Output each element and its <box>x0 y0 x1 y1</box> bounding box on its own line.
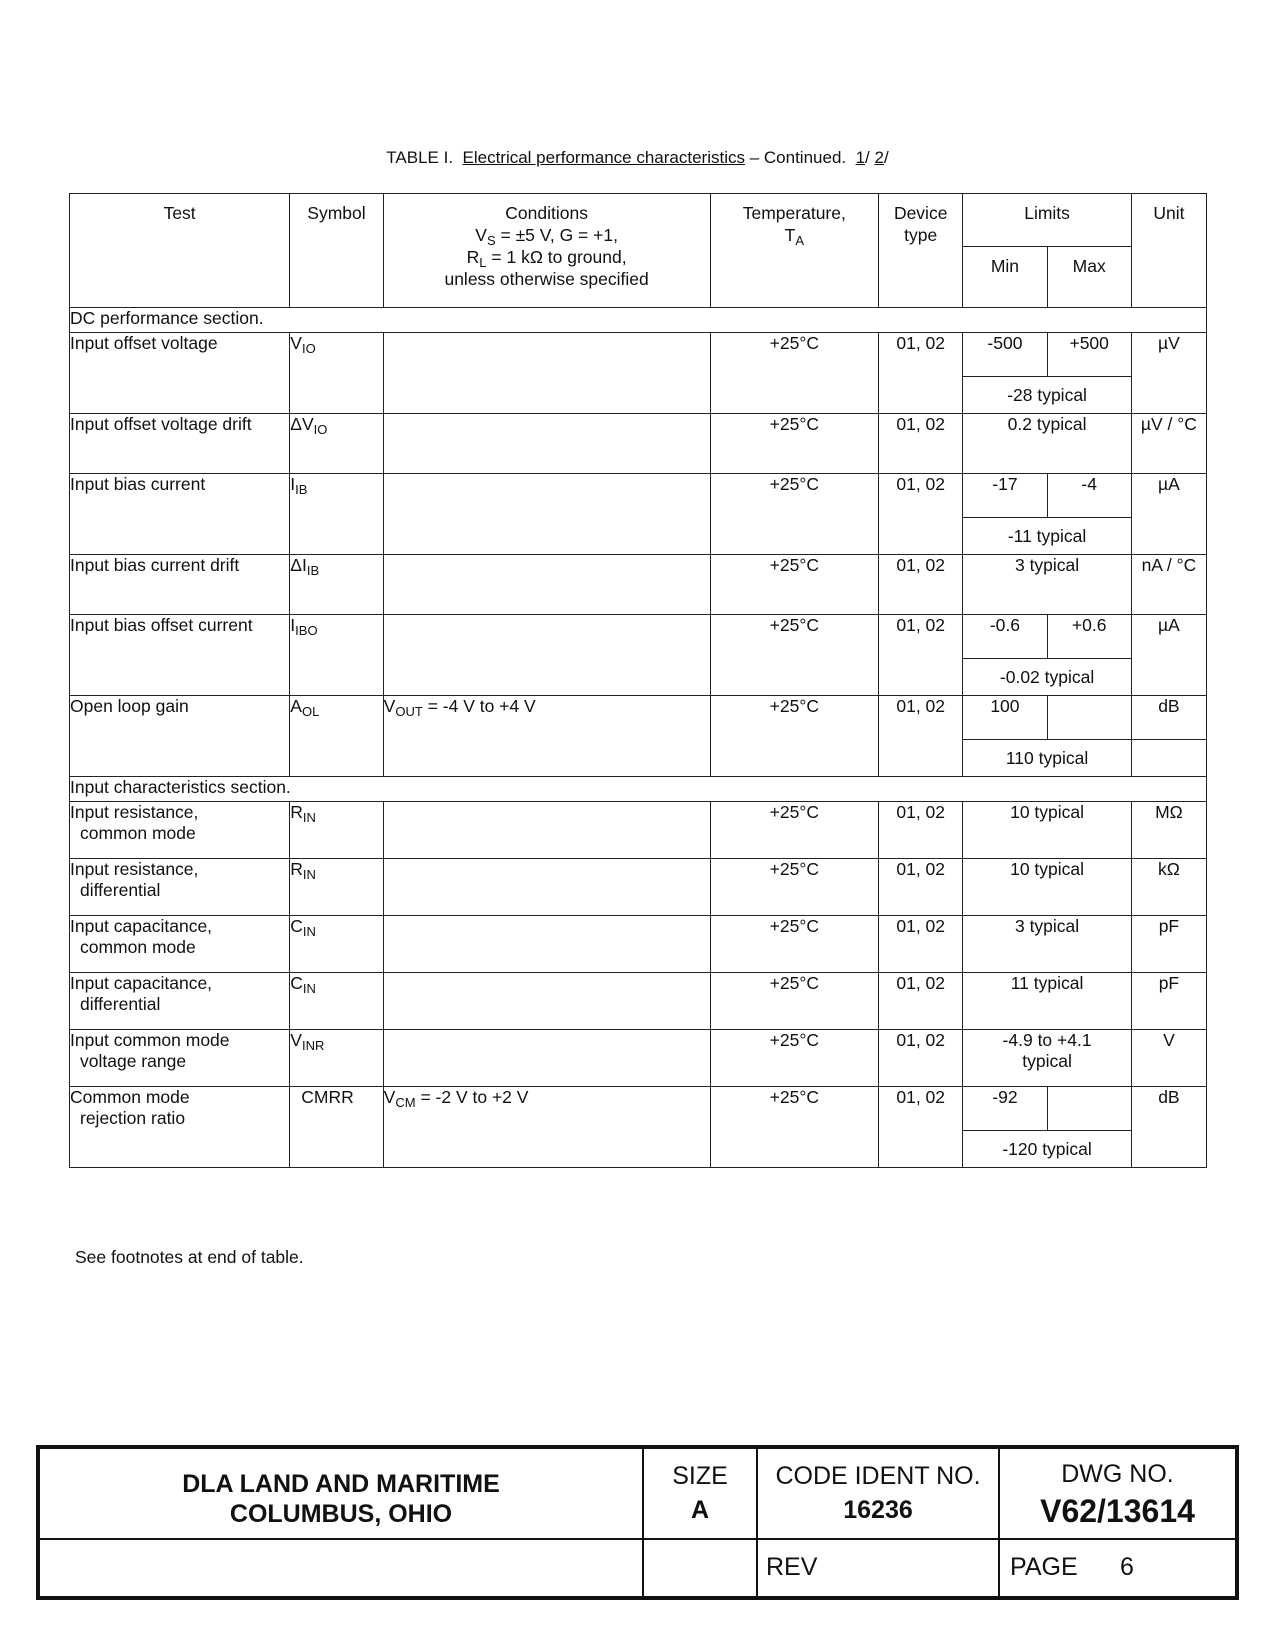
table-row <box>70 333 1207 377</box>
table-row <box>70 973 1207 1030</box>
conditions <box>383 973 710 1030</box>
symbol: $A_{OL}$ <box>290 696 383 777</box>
electrical-characteristics-table <box>69 193 1207 1168</box>
limit-typical: 3 typical <box>963 555 1132 615</box>
conditions: $V_{CM} = -2$ V to +2 V <box>383 1087 710 1168</box>
header-min: Min <box>963 247 1047 308</box>
limit-typical: 10 typical <box>963 802 1132 859</box>
temperature: +25°C <box>710 859 879 916</box>
conditions <box>383 615 710 696</box>
symbol: $C_{IN}$ <box>290 973 383 1030</box>
symbol: $C_{IN}$ <box>290 916 383 973</box>
unit: dB <box>1131 1087 1206 1168</box>
conditions <box>383 916 710 973</box>
test-name: Input resistance, differential <box>70 859 290 916</box>
limit-min: -500 <box>963 333 1047 377</box>
temperature: +25°C <box>710 1087 879 1168</box>
footnote-reference: See footnotes at end of table. <box>75 1247 304 1267</box>
caption-footnote-1: 1 <box>855 148 866 167</box>
limit-min: 100 <box>963 696 1047 740</box>
limit-max <box>1047 696 1131 740</box>
caption-title: Electrical performance characteristics <box>462 148 745 167</box>
section-input-characteristics: Input characteristics section. <box>70 777 1207 802</box>
temperature: +25°C <box>710 333 879 414</box>
table-row <box>70 555 1207 615</box>
unit: µA <box>1131 474 1206 555</box>
test-name: Input capacitance, common mode <box>70 916 290 973</box>
limit-max: +0.6 <box>1047 615 1131 659</box>
unit: µV / °C <box>1131 414 1206 474</box>
device-type: 01, 02 <box>879 696 963 777</box>
unit: kΩ <box>1131 859 1206 916</box>
rev-label: REV <box>766 1553 818 1581</box>
unit: V <box>1131 1030 1206 1087</box>
header-symbol: Symbol <box>290 194 383 308</box>
device-type: 01, 02 <box>879 973 963 1030</box>
limit-typical: -11 typical <box>963 518 1132 555</box>
header-test: Test <box>70 194 290 308</box>
device-type: 01, 02 <box>879 474 963 555</box>
conditions <box>383 333 710 414</box>
symbol: CMRR <box>290 1087 383 1168</box>
limit-typical: -4.9 to +4.1 typical <box>963 1030 1132 1087</box>
unit: pF <box>1131 916 1206 973</box>
conditions <box>383 1030 710 1087</box>
code-ident-field: CODE IDENT NO. 16236 <box>775 1462 981 1524</box>
symbol: $R_{IN}$ <box>290 859 383 916</box>
device-type: 01, 02 <box>879 916 963 973</box>
header-conditions: Conditions $V_S = \pm 5$ V, G = +1, $R_L = 1$ kΩ to ground, unless otherwise specified <box>383 194 710 308</box>
temperature: +25°C <box>710 615 879 696</box>
symbol: $R_{IN}$ <box>290 802 383 859</box>
test-name: Input offset voltage <box>70 333 290 414</box>
test-name: Input common mode voltage range <box>70 1030 290 1087</box>
limit-min: -0.6 <box>963 615 1047 659</box>
test-name: Common mode rejection ratio <box>70 1087 290 1168</box>
limit-typical: -0.02 typical <box>963 659 1132 696</box>
header-limits: Limits <box>963 194 1132 247</box>
table-row <box>70 474 1207 518</box>
table-row <box>70 615 1207 659</box>
section-dc-performance: DC performance section. <box>70 308 1207 333</box>
limit-typical: 3 typical <box>963 916 1132 973</box>
page-number: 6 <box>1120 1553 1134 1581</box>
table-row <box>70 696 1207 740</box>
caption-footnote-2: 2 <box>874 148 884 167</box>
device-type: 01, 02 <box>879 859 963 916</box>
test-name: Input bias offset current <box>70 615 290 696</box>
unit: MΩ <box>1131 802 1206 859</box>
temperature: +25°C <box>710 696 879 777</box>
table-row <box>70 859 1207 916</box>
title-block <box>36 1445 1239 1600</box>
conditions <box>383 555 710 615</box>
unit: pF <box>1131 973 1206 1030</box>
temperature: +25°C <box>710 474 879 555</box>
temperature: +25°C <box>710 973 879 1030</box>
device-type: 01, 02 <box>879 802 963 859</box>
temperature: +25°C <box>710 555 879 615</box>
conditions <box>383 859 710 916</box>
test-name: Input offset voltage drift <box>70 414 290 474</box>
page-label: PAGE <box>1010 1553 1078 1581</box>
limit-min: -92 <box>963 1087 1047 1131</box>
size-field: SIZE A <box>672 1462 728 1524</box>
unit: nA / °C <box>1131 555 1206 615</box>
limit-max: -4 <box>1047 474 1131 518</box>
symbol: $I_{IB}$ <box>290 474 383 555</box>
limit-typical: 0.2 typical <box>963 414 1132 474</box>
table-row <box>70 414 1207 474</box>
unit: µA <box>1131 615 1206 696</box>
header-device-type: Device type <box>879 194 963 308</box>
device-type: 01, 02 <box>879 414 963 474</box>
table-row <box>70 1030 1207 1087</box>
header-unit: Unit <box>1131 194 1206 308</box>
device-type: 01, 02 <box>879 615 963 696</box>
limit-max: +500 <box>1047 333 1131 377</box>
device-type: 01, 02 <box>879 555 963 615</box>
limit-max <box>1047 1087 1131 1131</box>
temperature: +25°C <box>710 414 879 474</box>
table-caption: TABLE I. Electrical performance characteristics – Continued. 1/ 2/ <box>386 148 889 167</box>
organization: DLA LAND AND MARITIME COLUMBUS, OHIO <box>182 1470 500 1528</box>
symbol: $I_{IBO}$ <box>290 615 383 696</box>
test-name: Input bias current drift <box>70 555 290 615</box>
limit-min: -17 <box>963 474 1047 518</box>
unit: dB <box>1131 696 1206 740</box>
limit-typical: 10 typical <box>963 859 1132 916</box>
table-row <box>70 802 1207 859</box>
test-name: Input resistance, common mode <box>70 802 290 859</box>
unit-empty <box>1131 740 1206 777</box>
caption-suffix: – Continued. <box>749 148 847 167</box>
temperature: +25°C <box>710 802 879 859</box>
conditions: $V_{OUT} = -4$ V to +4 V <box>383 696 710 777</box>
temperature: +25°C <box>710 916 879 973</box>
limit-typical: -28 typical <box>963 377 1132 414</box>
symbol: $\Delta I_{IB}$ <box>290 555 383 615</box>
table-row <box>70 916 1207 973</box>
device-type: 01, 02 <box>879 1030 963 1087</box>
table-row <box>70 1087 1207 1131</box>
test-name: Input bias current <box>70 474 290 555</box>
test-name: Open loop gain <box>70 696 290 777</box>
symbol: $V_{IO}$ <box>290 333 383 414</box>
header-temperature: Temperature, $T_A$ <box>710 194 879 308</box>
device-type: 01, 02 <box>879 333 963 414</box>
unit: µV <box>1131 333 1206 414</box>
limit-typical: 11 typical <box>963 973 1132 1030</box>
conditions <box>383 474 710 555</box>
temperature: +25°C <box>710 1030 879 1087</box>
test-name: Input capacitance, differential <box>70 973 290 1030</box>
conditions <box>383 802 710 859</box>
limit-typical: -120 typical <box>963 1131 1132 1168</box>
drawing-number-field: DWG NO. V62/13614 <box>1040 1460 1195 1529</box>
header-max: Max <box>1047 247 1131 308</box>
conditions <box>383 414 710 474</box>
device-type: 01, 02 <box>879 1087 963 1168</box>
symbol: $\Delta V_{IO}$ <box>290 414 383 474</box>
symbol: $V_{INR}$ <box>290 1030 383 1087</box>
limit-typical: 110 typical <box>963 740 1132 777</box>
caption-table-number: TABLE I. <box>386 148 454 167</box>
